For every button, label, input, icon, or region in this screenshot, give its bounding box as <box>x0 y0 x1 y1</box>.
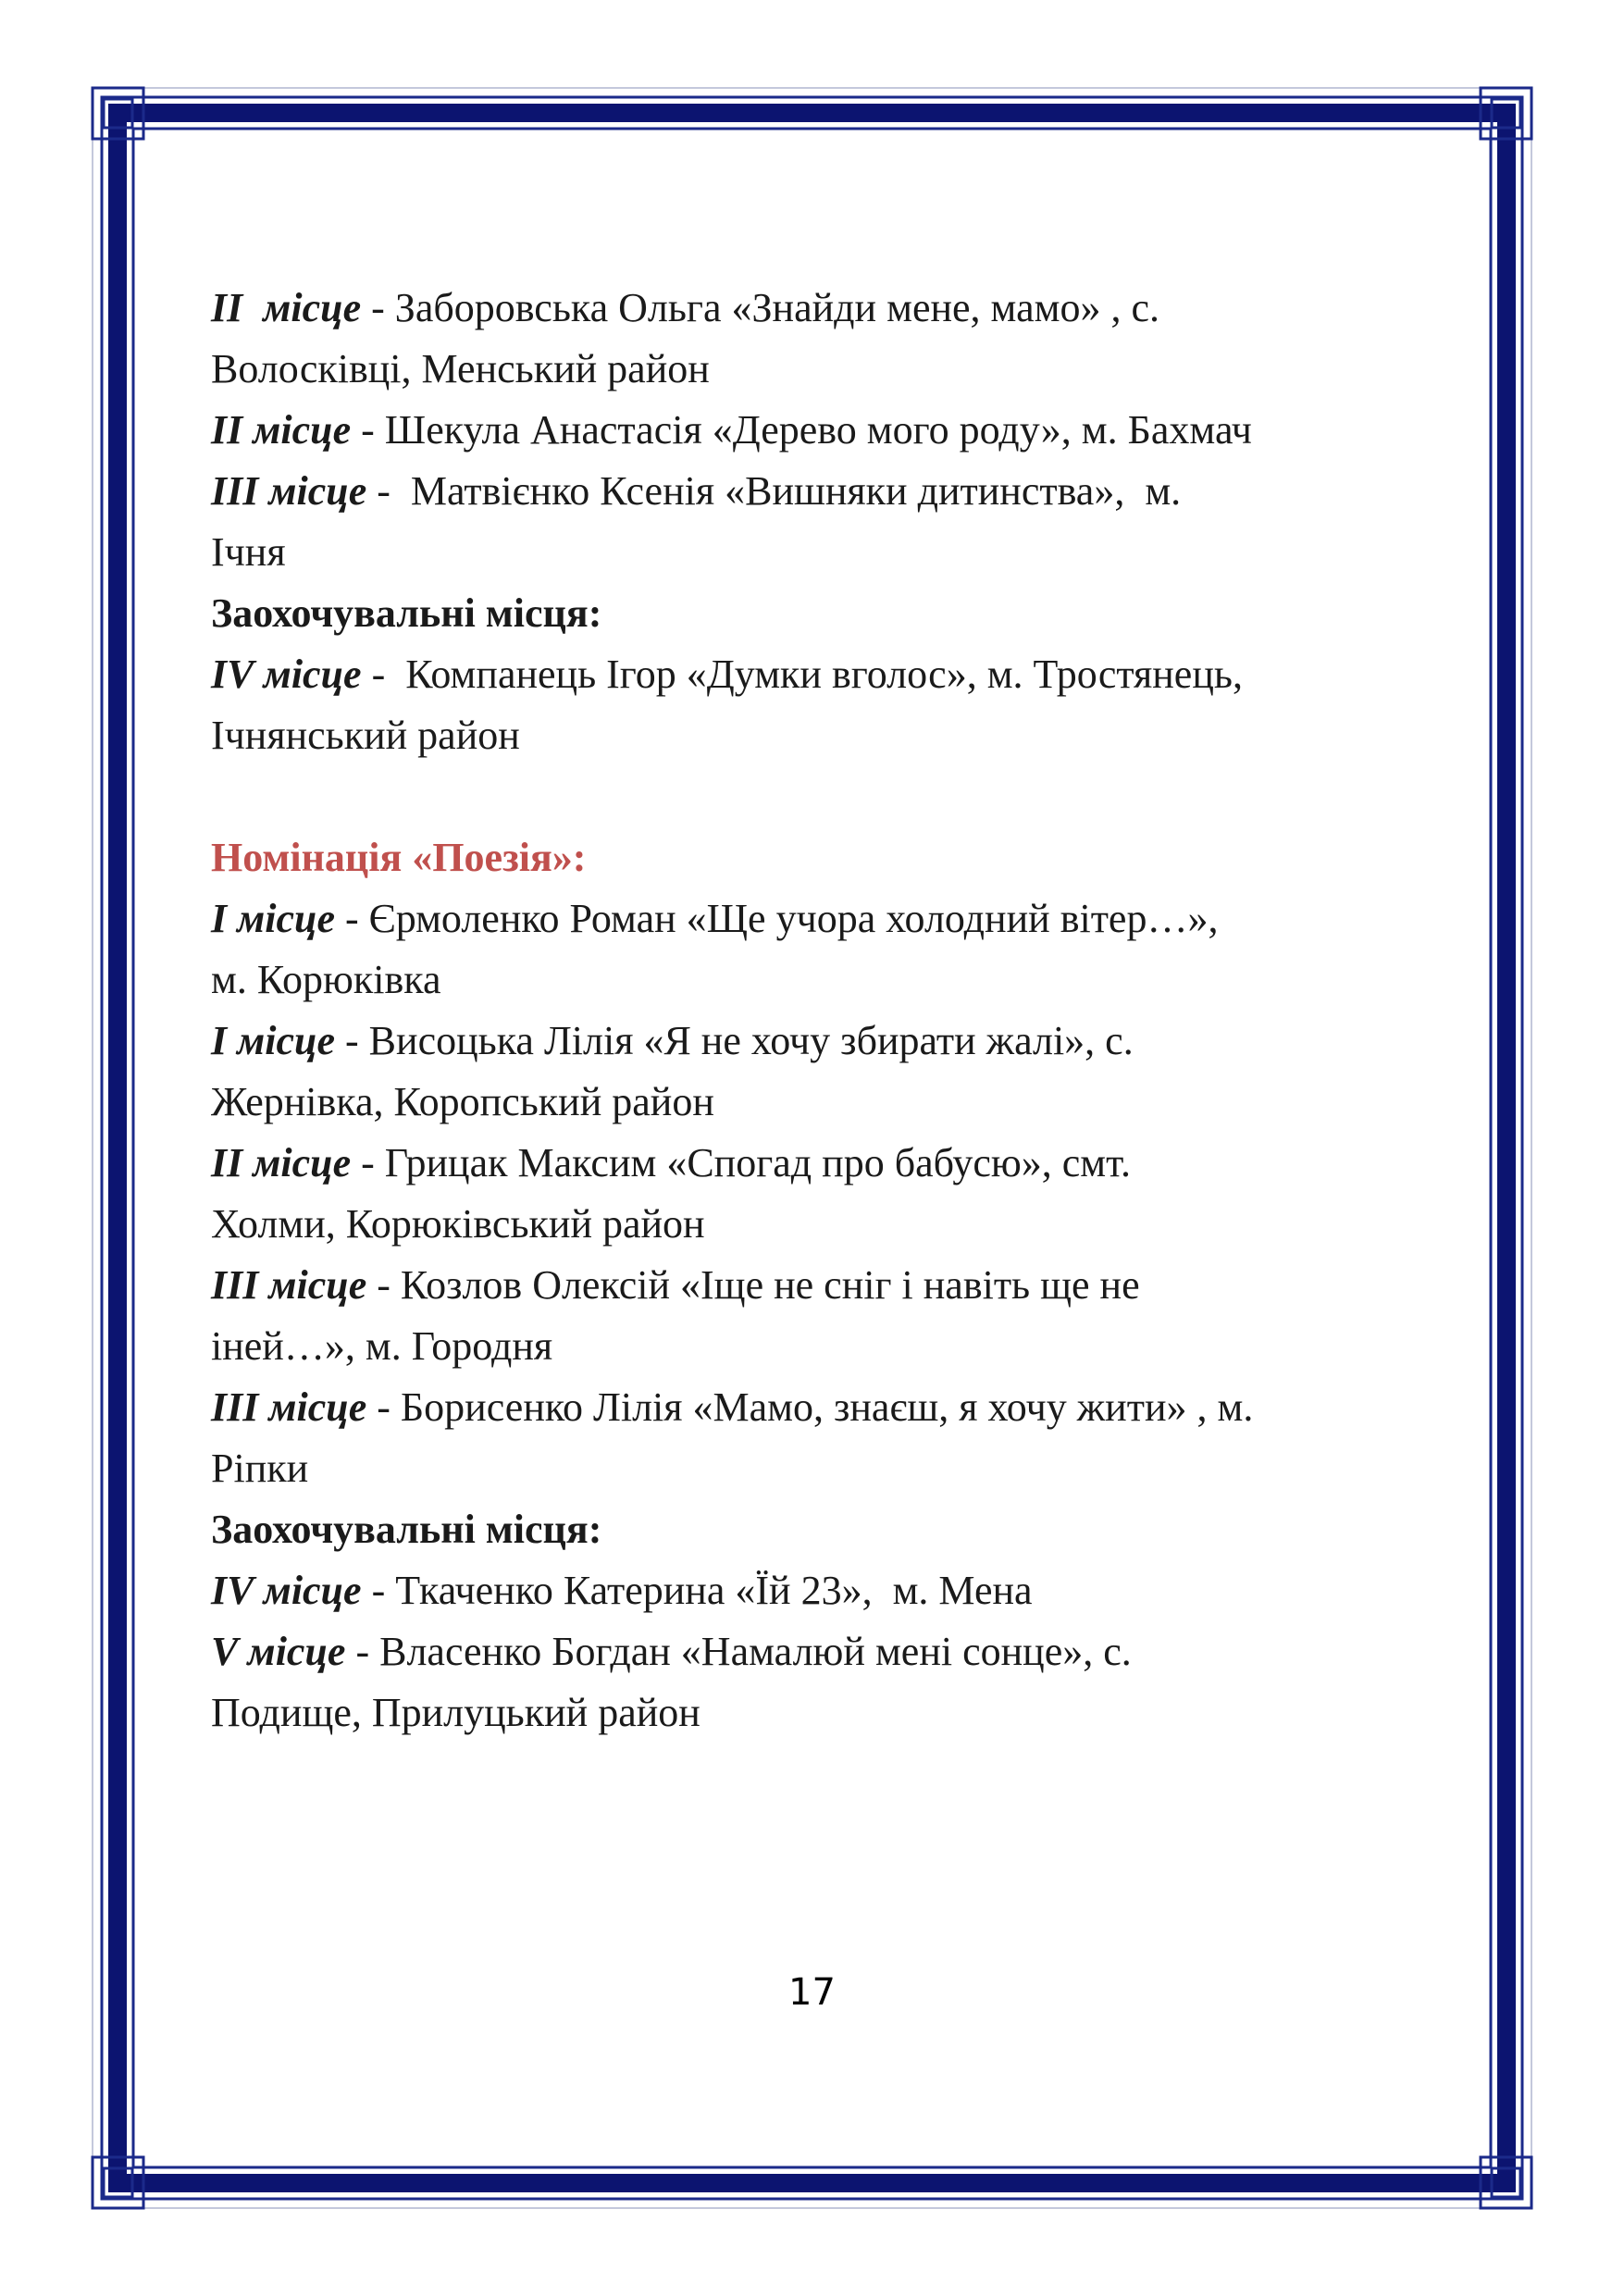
entry-line-cont: Волосківці, Менський район <box>211 346 710 391</box>
entry-line: IV місце - Компанець Ігор «Думки вголос», м. Тростянець, <box>211 652 1243 697</box>
entry-line: V місце - Власенко Богдан «Намалюй мені сонце», с. <box>211 1629 1132 1674</box>
entry-line-cont: Холми, Корюківський район <box>211 1201 705 1247</box>
entry-line-cont: м. Корюківка <box>211 957 441 1002</box>
encouragement-heading: Заохочувальні місця: <box>211 590 602 636</box>
entry-line: II місце - Шекула Анастасія «Дерево мого роду», м. Бахмач <box>211 407 1252 453</box>
page-number: 17 <box>788 1971 836 2014</box>
entry-line: II місце - Грицак Максим «Спогад про бабусю», смт. <box>211 1140 1132 1185</box>
entry-line-cont: Подище, Прилуцький район <box>211 1690 700 1735</box>
entry-line-cont: Ічня <box>211 529 286 575</box>
entry-line: III місце - Козлов Олексій «Іще не сніг і навіть ще не <box>211 1262 1140 1308</box>
entry-line: IV місце - Ткаченко Катерина «Їй 23», м. Мена <box>211 1568 1033 1613</box>
nomination-heading: Номінація «Поезія»: <box>211 835 587 880</box>
encouragement-heading: Заохочувальні місця: <box>211 1507 602 1552</box>
document-body <box>211 278 1442 1744</box>
entry-line: III місце - Борисенко Лілія «Мамо, знаєш, я хочу жити» , м. <box>211 1384 1254 1430</box>
entry-line-cont: Ріпки <box>211 1446 309 1491</box>
entry-line-cont: Ічнянський район <box>211 713 520 758</box>
entry-line: I місце - Висоцька Лілія «Я не хочу збирати жалі», с. <box>211 1018 1134 1063</box>
entry-line-cont: іней…», м. Городня <box>211 1323 553 1369</box>
entry-line: II місце - Заборовська Ольга «Знайди мене, мамо» , с. <box>211 285 1159 330</box>
entry-line: III місце - Матвієнко Ксенія «Вишняки дитинства», м. <box>211 468 1182 514</box>
entry-line-cont: Жернівка, Коропський район <box>211 1079 714 1124</box>
entry-line: I місце - Єрмоленко Роман «Ще учора холодний вітер…», <box>211 896 1219 941</box>
